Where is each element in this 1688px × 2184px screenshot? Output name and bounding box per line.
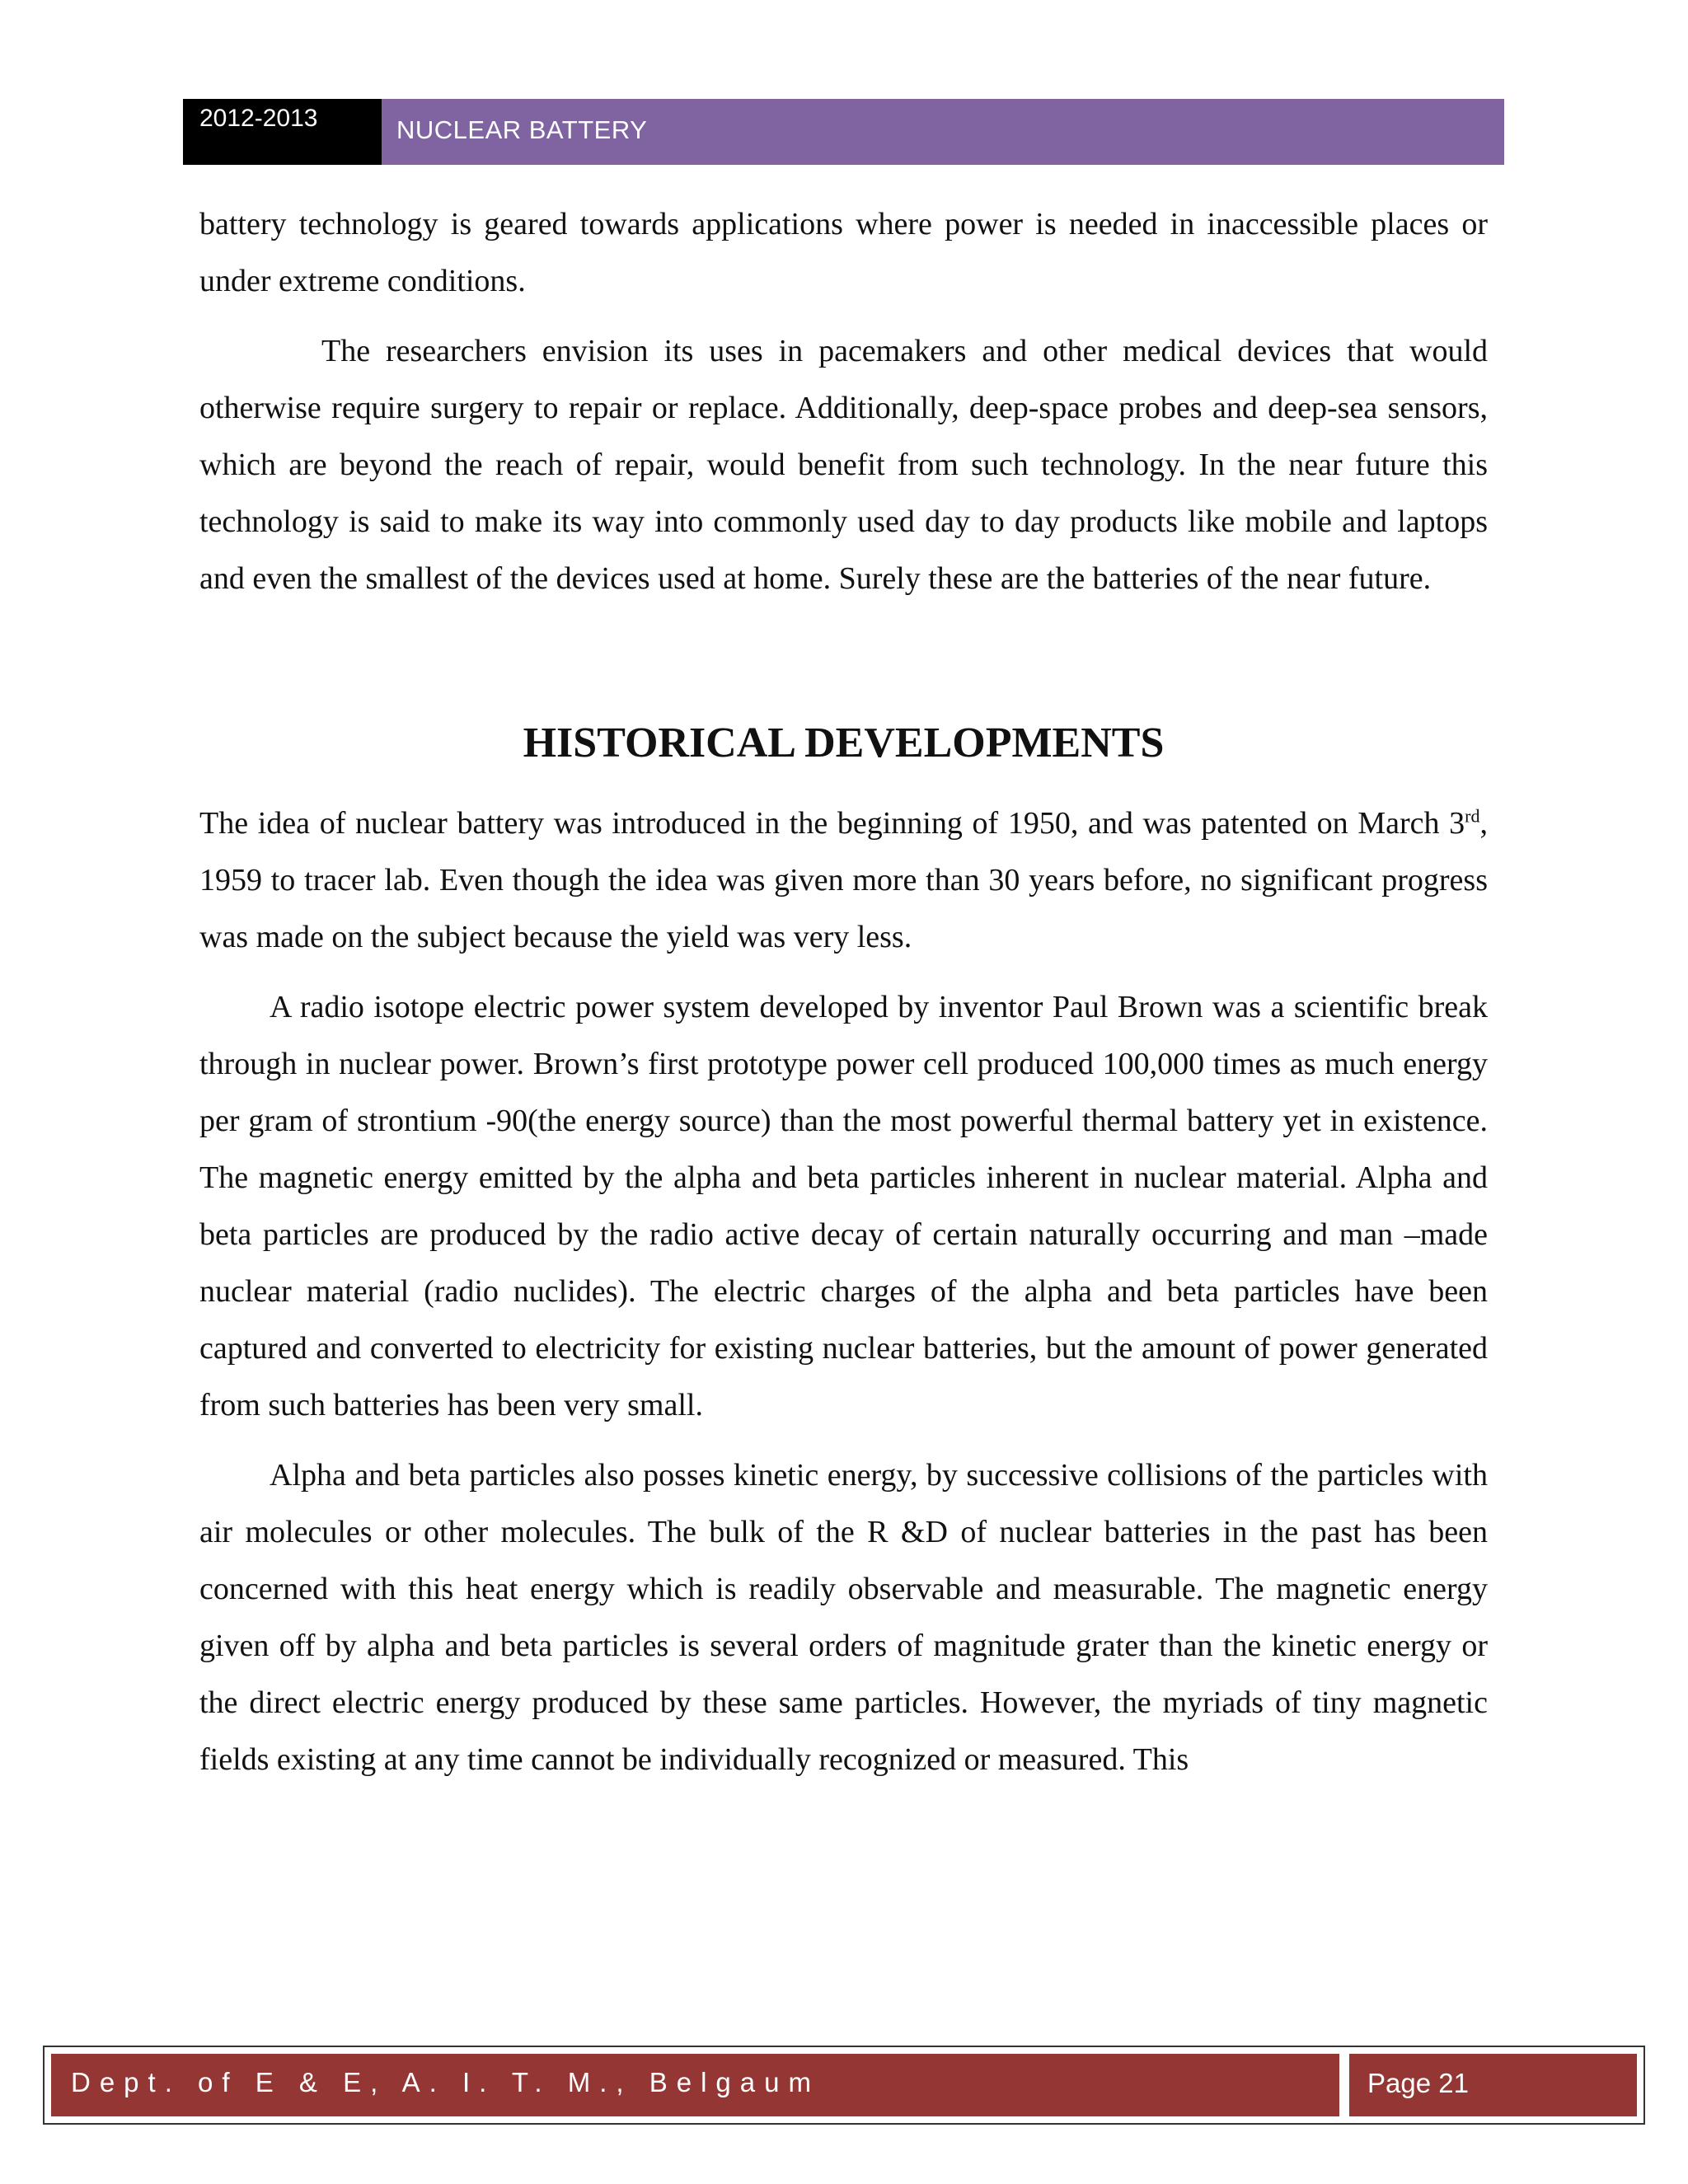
paragraph-continued: battery technology is geared towards applications where power is needed in inaccessible places or under extreme conditions. <box>199 207 1488 298</box>
section-heading: HISTORICAL DEVELOPMENTS <box>523 719 1165 766</box>
paragraph-idea-text-2: , 1959 to tracer lab. Even though the idea was given more than 30 years before, no significant progress was made on the subject because the yield was very less. <box>199 806 1488 954</box>
paragraph-idea-text-1: The idea of nuclear battery was introduced in the beginning of 1950, and was patented on March 3 <box>199 806 1465 841</box>
paragraph-idea <box>199 795 1488 966</box>
footer-department: Dept. of E & E, A. I. T. M., Belgaum <box>51 2054 1339 2116</box>
paragraph-radio-isotope: A radio isotope electric power system developed by inventor Paul Brown was a scientific break through in nuclear power. Brown’s first prototype power cell produced 100,000 times as much energy per gram of strontium -90(the energy source) than the most powerful thermal battery yet in existence. The magnetic energy emitted by the alpha and beta particles inherent in nuclear material. Alpha and beta particles are produced by the radio active decay of certain naturally occurring and man –made nuclear material (radio nuclides). The electric charges of the alpha and beta particles have been captured and converted to electricity for existing nuclear batteries, but the amount of power generated from such batteries has been very small. <box>199 990 1488 1422</box>
page-content <box>199 196 1488 1788</box>
paragraph-researchers: The researchers envision its uses in pacemakers and other medical devices that would otherwise require surgery to repair or replace. Additionally, deep-space probes and deep-sea sensors, which are beyond the reach of repair, would benefit from such technology. In the near future this technology is said to make its way into commonly used day to day products like mobile and laptops and even the smallest of the devices used at home. Surely these are the batteries of the near future. <box>199 334 1488 596</box>
paragraph-alpha-beta: Alpha and beta particles also posses kinetic energy, by successive collisions of the particles with air molecules or other molecules. The bulk of the R &D of nuclear batteries in the past has been concerned with this heat energy which is readily observable and measurable. The magnetic energy given off by alpha and beta particles is several orders of magnitude grater than the kinetic energy or the direct electric energy produced by these same particles. However, the myriads of tiny magnetic fields existing at any time cannot be individually recognized or measured. This <box>199 1458 1488 1777</box>
ordinal-superscript: rd <box>1465 805 1480 827</box>
page-number: Page 21 <box>1349 2054 1637 2116</box>
header-year: 2012-2013 <box>183 99 382 165</box>
header-title: NUCLEAR BATTERY <box>382 99 1504 165</box>
